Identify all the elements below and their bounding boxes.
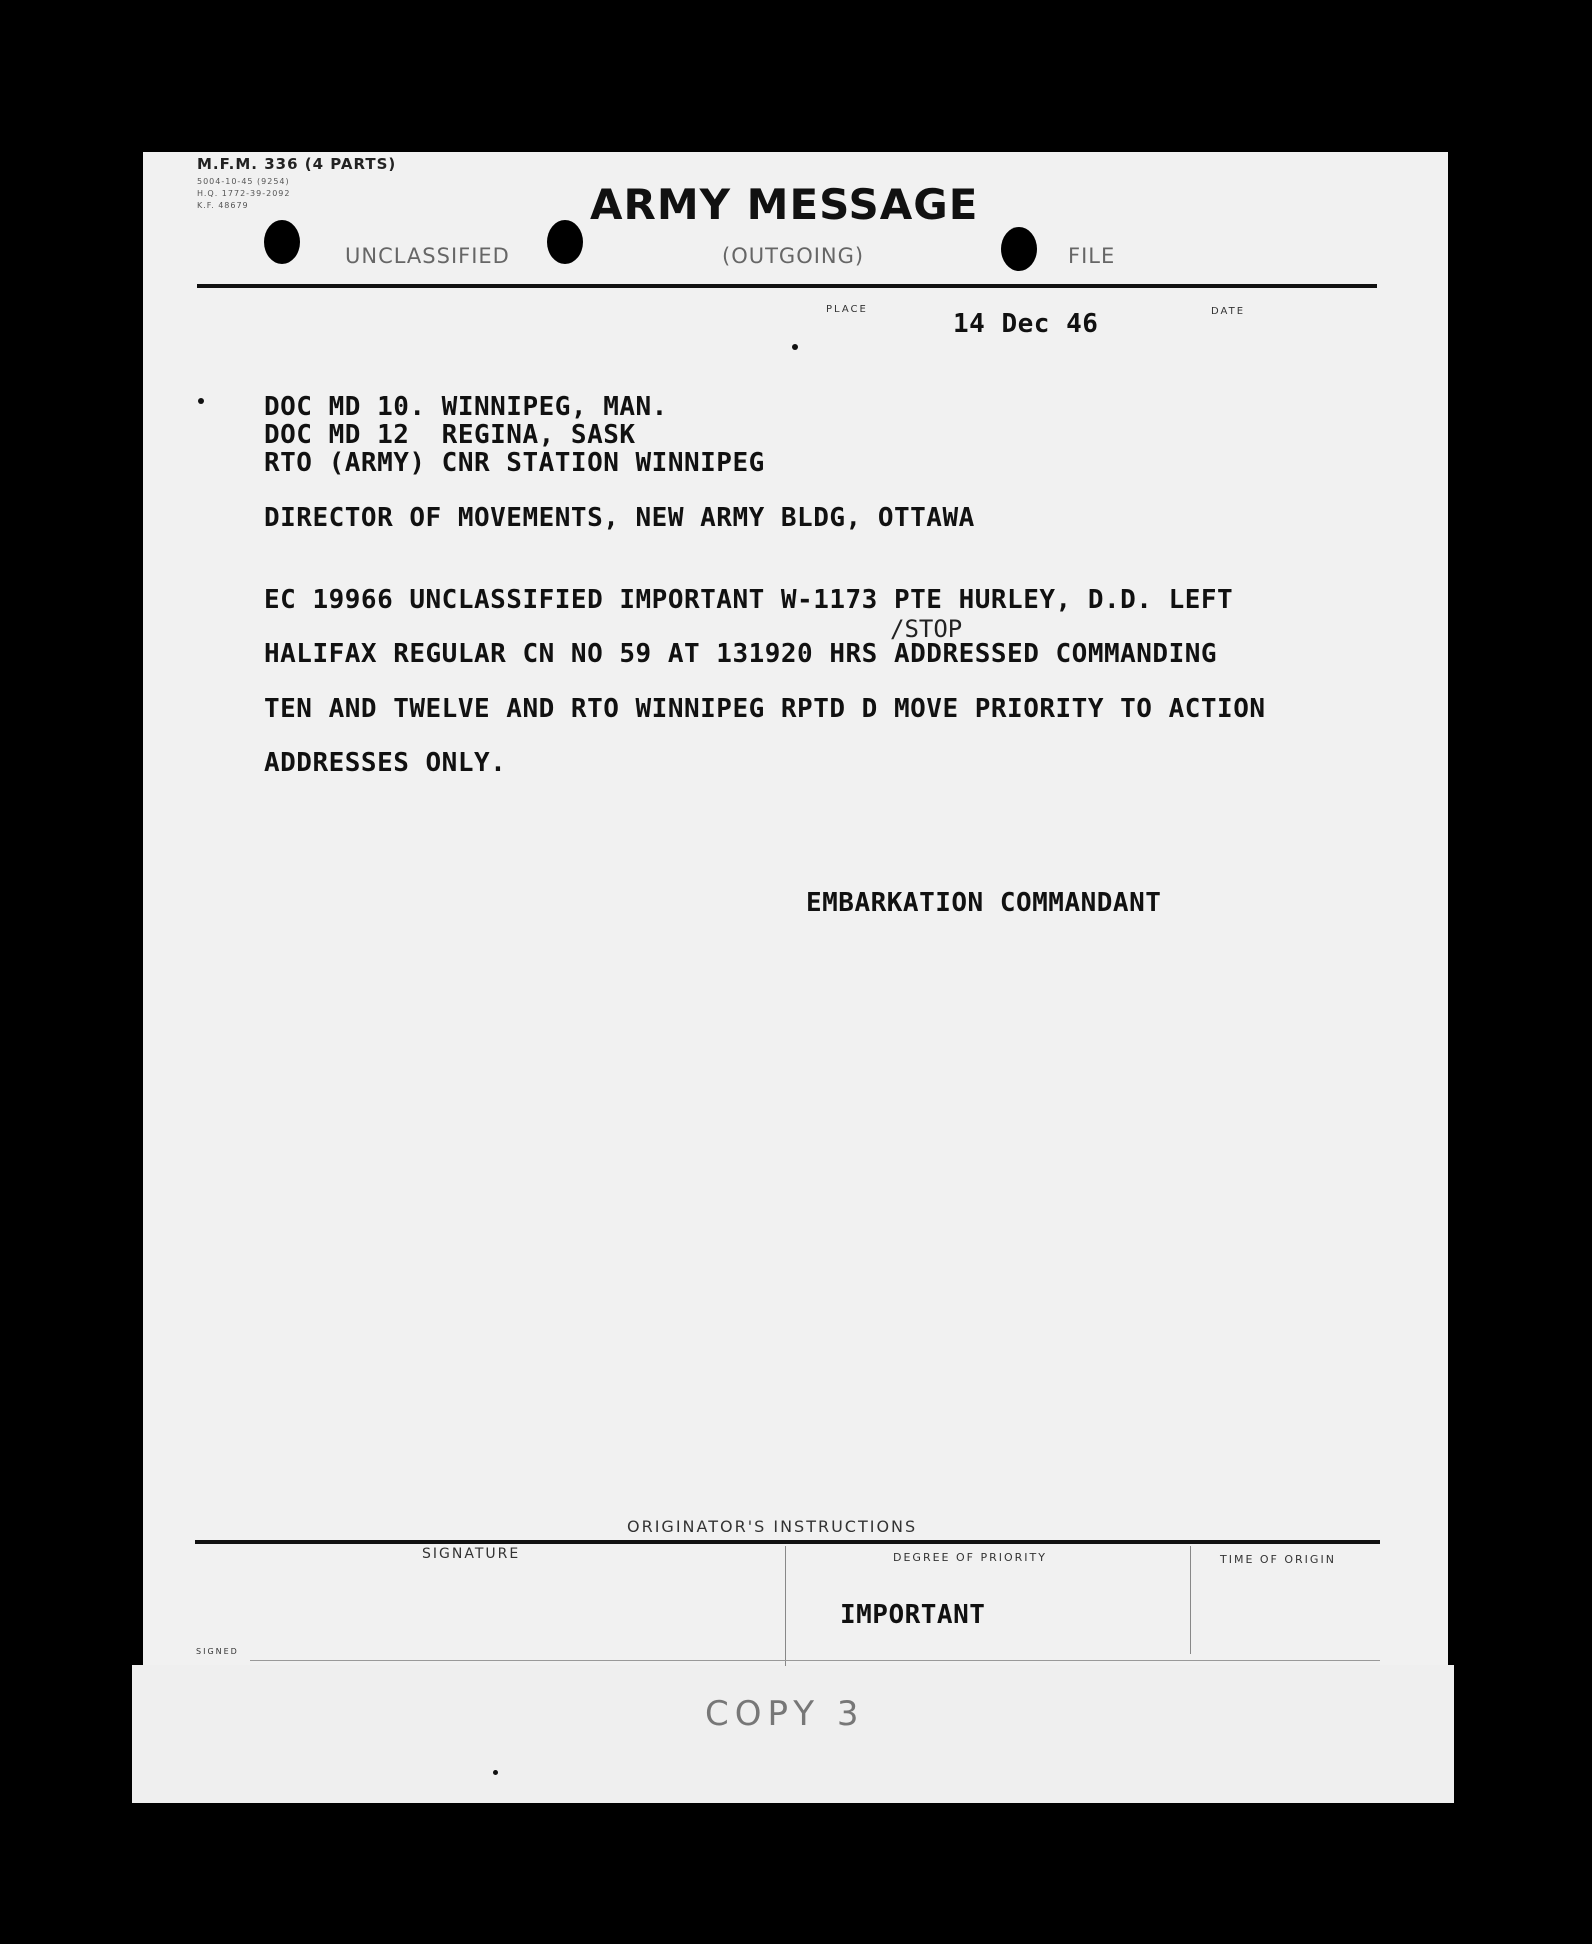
date-label: DATE [1211, 306, 1246, 317]
priority-label: DEGREE OF PRIORITY [893, 1551, 1047, 1564]
message-date: 14 Dec 46 [953, 309, 1099, 339]
direction-label: (OUTGOING) [722, 244, 865, 268]
to-address-line: RTO (ARMY) CNR STATION WINNIPEG [264, 448, 765, 478]
punch-hole [264, 220, 300, 264]
copy-label: COPY 3 [705, 1694, 865, 1734]
classification-label: UNCLASSIFIED [345, 244, 510, 268]
body-line: HALIFAX REGULAR CN NO 59 AT 131920 HRS ADDRESSED COMMANDING [264, 639, 1218, 669]
form-code-line: K.F. 48679 [197, 201, 249, 210]
column-divider [785, 1546, 786, 1666]
copy-stub [132, 1665, 1454, 1803]
signature-label: SIGNATURE [422, 1546, 521, 1562]
to-address-line: DOC MD 10. WINNIPEG, MAN. [264, 392, 668, 422]
originator: EMBARKATION COMMANDANT [806, 888, 1162, 918]
form-title: ARMY MESSAGE [590, 180, 979, 229]
info-address-line: DIRECTOR OF MOVEMENTS, NEW ARMY BLDG, OTTAWA [264, 503, 975, 533]
file-label: FILE [1068, 244, 1116, 268]
body-line: ADDRESSES ONLY. [264, 748, 507, 778]
punch-hole [1001, 227, 1037, 271]
punch-hole [547, 220, 583, 264]
header-rule [197, 284, 1377, 288]
place-label: PLACE [826, 304, 868, 315]
form-number: M.F.M. 336 (4 PARTS) [197, 155, 397, 173]
stray-mark [792, 344, 798, 350]
insert-note: /STOP [890, 615, 963, 643]
bullet-mark [198, 398, 204, 404]
footer-rule [195, 1540, 1380, 1544]
form-code-line: 5004-10-45 (9254) [197, 177, 290, 186]
signed-label: SIGNED [196, 1647, 239, 1656]
signed-line [250, 1660, 1380, 1661]
to-address-line: DOC MD 12 REGINA, SASK [264, 420, 636, 450]
priority-value: IMPORTANT [840, 1600, 986, 1630]
time-of-origin-label: TIME OF ORIGIN [1220, 1553, 1336, 1566]
column-divider [1190, 1546, 1191, 1654]
instructions-label: ORIGINATOR'S INSTRUCTIONS [627, 1517, 918, 1536]
body-line: TEN AND TWELVE AND RTO WINNIPEG RPTD D MOVE PRIORITY TO ACTION [264, 694, 1266, 724]
body-line: EC 19966 UNCLASSIFIED IMPORTANT W-1173 PTE HURLEY, D.D. LEFT [264, 585, 1234, 615]
stray-mark [493, 1770, 498, 1775]
form-code-line: H.Q. 1772-39-2092 [197, 189, 291, 198]
